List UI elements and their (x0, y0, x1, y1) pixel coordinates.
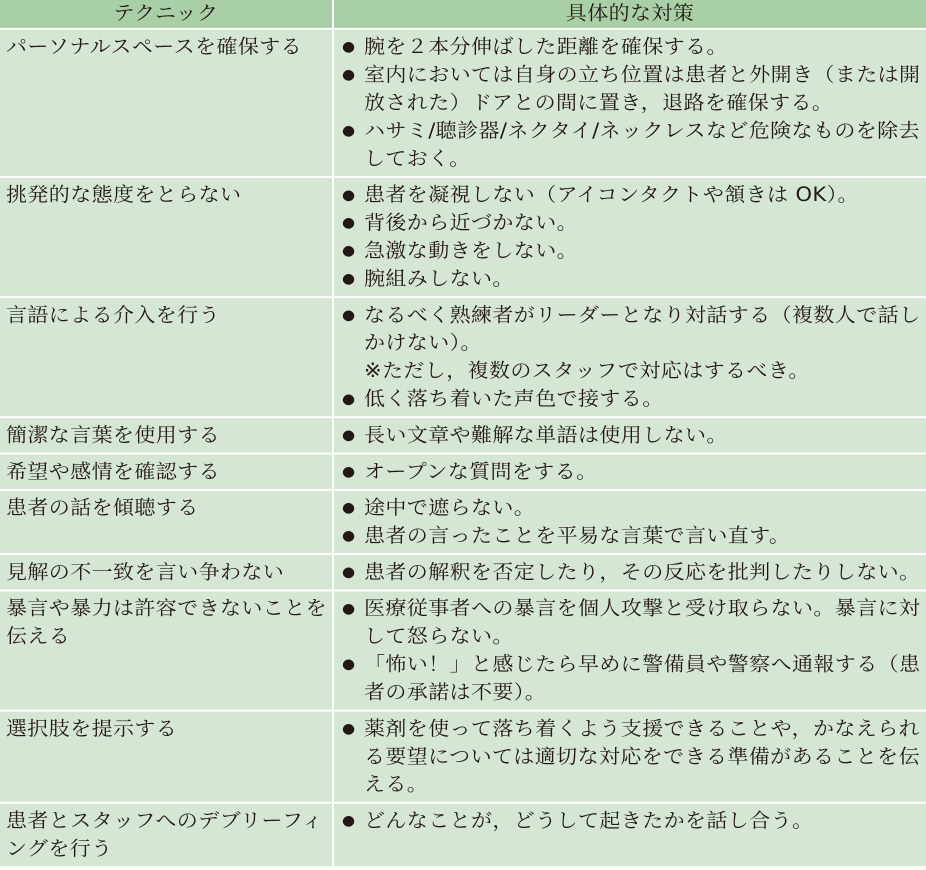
measure-item: ● 医療従事者への暴言を個人攻撃と受け取らない。暴言に対して怒らない。 (342, 594, 922, 650)
technique-cell: 選択肢を提示する (0, 712, 334, 804)
measure-list (342, 807, 922, 835)
measure-item: ● 「怖い！」と感じたら早めに警備員や警察へ通報する（患者の承諾は不要）。 (342, 650, 922, 706)
technique-cell: 患者の話を傾聴する (0, 491, 334, 555)
technique-cell: 言語による介入を行う (0, 298, 334, 418)
technique-cell: 暴言や暴力は許容できないことを伝える (0, 591, 334, 711)
measure-list (342, 33, 922, 173)
measure-item: ● 背後から近づかない。 (342, 209, 922, 237)
measures-cell (334, 804, 926, 868)
measure-list (342, 594, 922, 706)
technique-cell: 患者とスタッフへのデブリーフィングを行う (0, 804, 334, 868)
technique-cell: 挑発的な態度をとらない (0, 178, 334, 298)
measures-cell (334, 555, 926, 591)
header-measures: 具体的な対策 (334, 0, 926, 30)
measures-cell (334, 712, 926, 804)
measures-cell (334, 418, 926, 454)
measure-list (342, 494, 922, 550)
measures-cell (334, 178, 926, 298)
measure-item: ● 途中で遮らない。 (342, 494, 922, 522)
measure-item: ● オープンな質問をする。 (342, 457, 922, 485)
measures-cell (334, 30, 926, 178)
measure-list (342, 301, 922, 357)
measure-item: ● 腕を２本分伸ばした距離を確保する。 (342, 33, 922, 61)
measures-cell (334, 491, 926, 555)
technique-cell: 見解の不一致を言い争わない (0, 555, 334, 591)
measures-cell (334, 591, 926, 711)
measure-list (342, 558, 922, 586)
measure-item: ● どんなことが，どうして起きたかを話し合う。 (342, 807, 922, 835)
measure-item: ● 室内においては自身の立ち位置は患者と外開き（または開放された）ドアとの間に置き，退路を確保する。 (342, 61, 922, 117)
measure-item: ● 薬剤を使って落ち着くよう支援できることや，かなえられる要望については適切な対応をできる準備があることを伝える。 (342, 714, 922, 798)
measures-cell (334, 454, 926, 490)
measure-list (342, 385, 922, 413)
measure-item: ● 腕組みしない。 (342, 264, 922, 292)
technique-cell: 簡潔な言葉を使用する (0, 418, 334, 454)
measure-item: ● 患者の解釈を否定したり，その反応を批判したりしない。 (342, 558, 922, 586)
technique-cell: 希望や感情を確認する (0, 454, 334, 490)
measure-note: ※ただし，複数のスタッフで対応はするべき。 (364, 359, 810, 382)
measure-list (342, 457, 922, 485)
measure-item: ● 患者を凝視しない（アイコンタクトや頷きは OK）。 (342, 181, 922, 209)
measure-item: ● 低く落ち着いた声色で接する。 (342, 385, 922, 413)
header-technique: テクニック (0, 0, 334, 30)
measures-cell (334, 298, 926, 418)
technique-cell: パーソナルスペースを確保する (0, 30, 334, 178)
measure-item: ● ハサミ/聴診器/ネクタイ/ネックレスなど危険なものを除去しておく。 (342, 116, 922, 172)
measure-item: ● 患者の言ったことを平易な言葉で言い直す。 (342, 522, 922, 550)
measure-item: ● 急激な動きをしない。 (342, 237, 922, 265)
measure-item: ● なるべく熟練者がリーダーとなり対話する（複数人で話しかけない）。 (342, 301, 922, 357)
measure-list (342, 421, 922, 449)
measure-list (342, 181, 922, 293)
measure-item: ● 長い文章や難解な単語は使用しない。 (342, 421, 922, 449)
measure-list (342, 714, 922, 798)
